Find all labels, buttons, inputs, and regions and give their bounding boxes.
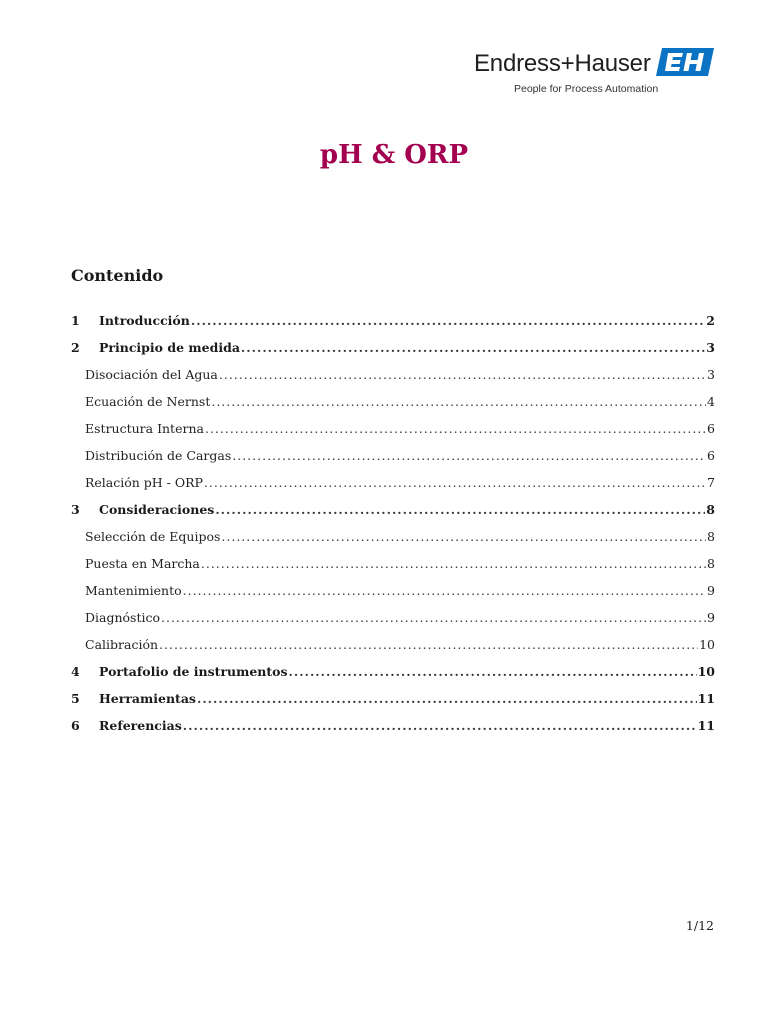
toc-entry[interactable]: [71, 421, 715, 448]
toc-entry-page: 8: [706, 502, 715, 517]
toc-entry[interactable]: [71, 394, 715, 421]
toc-entry-page: 6: [707, 448, 715, 463]
toc-entry-label: Consideraciones: [99, 502, 215, 517]
toc-entry[interactable]: [71, 475, 715, 502]
toc-entry-label: Referencias: [99, 718, 182, 733]
toc-entry-page: 7: [707, 475, 715, 490]
toc-dot-leader: [201, 556, 706, 571]
toc-entry-number: 1: [71, 313, 80, 328]
toc-entry[interactable]: [71, 691, 715, 718]
toc-entry[interactable]: [71, 502, 715, 529]
toc-dot-leader: [204, 475, 706, 490]
toc-entry-label: Selección de Equipos: [85, 529, 221, 544]
toc-entry-number: 5: [71, 691, 80, 706]
toc-dot-leader: [197, 691, 697, 706]
page-number: 1/12: [685, 918, 714, 933]
toc-entry-label: Herramientas: [99, 691, 196, 706]
toc-entry[interactable]: [71, 637, 715, 664]
toc-dot-leader: [241, 340, 705, 355]
toc-entry[interactable]: [71, 583, 715, 610]
toc-entry-number: 2: [71, 340, 80, 355]
toc-entry-page: 10: [699, 637, 715, 652]
toc-entry-label: Estructura Interna: [85, 421, 204, 436]
toc-dot-leader: [191, 313, 705, 328]
toc-entry-page: 4: [707, 394, 715, 409]
toc-entry-label: Diagnóstico: [85, 610, 161, 625]
logo-tagline: People for Process Automation: [514, 83, 659, 95]
toc-entry-page: 3: [707, 367, 715, 382]
toc-entry[interactable]: [71, 664, 715, 691]
toc-dot-leader: [205, 421, 706, 436]
table-of-contents: [71, 313, 715, 745]
toc-dot-leader: [183, 718, 697, 733]
toc-entry[interactable]: [71, 340, 715, 367]
toc-entry-page: 8: [707, 529, 715, 544]
toc-entry-label: Principio de medida: [99, 340, 240, 355]
toc-heading: Contenido: [71, 266, 164, 285]
toc-dot-leader: [221, 529, 706, 544]
document-title: pH & ORP: [319, 140, 469, 170]
toc-dot-leader: [215, 502, 705, 517]
toc-dot-leader: [289, 664, 697, 679]
toc-entry-label: Distribución de Cargas: [85, 448, 232, 463]
toc-entry-label: Puesta en Marcha: [85, 556, 200, 571]
toc-entry-page: 11: [697, 718, 715, 733]
toc-dot-leader: [211, 394, 706, 409]
toc-entry-label: Portafolio de instrumentos: [99, 664, 288, 679]
toc-dot-leader: [161, 610, 706, 625]
toc-entry-number: 4: [71, 664, 80, 679]
toc-entry-label: Ecuación de Nernst: [85, 394, 211, 409]
toc-entry[interactable]: [71, 367, 715, 394]
toc-dot-leader: [159, 637, 698, 652]
toc-entry-label: Relación pH - ORP: [85, 475, 203, 490]
toc-entry-label: Disociación del Agua: [85, 367, 218, 382]
toc-entry-label: Introducción: [99, 313, 190, 328]
toc-entry-page: 2: [706, 313, 715, 328]
toc-dot-leader: [183, 583, 706, 598]
eh-logo-icon: [656, 48, 714, 76]
toc-entry-label: Mantenimiento: [85, 583, 182, 598]
toc-entry-page: 9: [707, 610, 715, 625]
toc-entry[interactable]: [71, 718, 715, 745]
toc-entry-page: 8: [707, 556, 715, 571]
toc-entry[interactable]: [71, 610, 715, 637]
toc-entry[interactable]: [71, 529, 715, 556]
toc-entry-page: 6: [707, 421, 715, 436]
toc-dot-leader: [232, 448, 706, 463]
toc-dot-leader: [219, 367, 706, 382]
toc-entry-label: Calibración: [85, 637, 159, 652]
toc-entry[interactable]: [71, 556, 715, 583]
logo-brand-name: Endress+Hauser: [474, 50, 651, 77]
toc-entry-page: 10: [697, 664, 715, 679]
company-logo: [474, 46, 714, 98]
toc-entry-page: 9: [707, 583, 715, 598]
toc-entry-number: 3: [71, 502, 80, 517]
toc-entry-page: 11: [697, 691, 715, 706]
toc-entry-number: 6: [71, 718, 80, 733]
toc-entry[interactable]: [71, 313, 715, 340]
toc-entry-page: 3: [706, 340, 715, 355]
toc-entry[interactable]: [71, 448, 715, 475]
